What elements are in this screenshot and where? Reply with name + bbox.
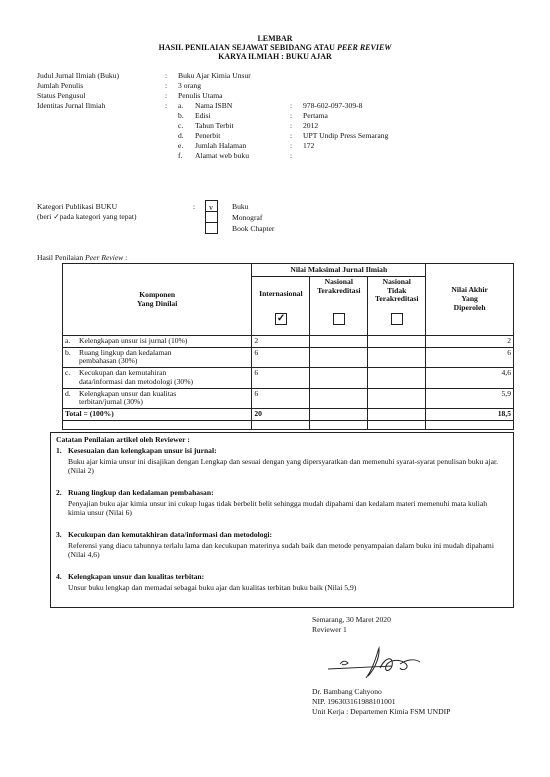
item-letter: f. — [178, 151, 183, 160]
kategori-label: Kategori Publikasi BUKU — [37, 202, 118, 211]
sign-place-date: Semarang, 30 Maret 2020 — [312, 615, 391, 624]
header-nasional-tidak — [368, 277, 426, 336]
note-number: 1. — [56, 446, 62, 455]
category-label-monograf: Monograf — [232, 213, 263, 222]
row-empty — [426, 420, 514, 429]
row-empty — [310, 368, 368, 388]
row-max: 2 — [252, 336, 310, 348]
row-empty — [310, 420, 368, 429]
subtitle-text: HASIL PENILAIAN SEJAWAT SEBIDANG ATAU — [158, 43, 337, 52]
judul-label: Judul Jurnal Ilmiah (Buku) — [37, 71, 120, 80]
row-empty — [310, 409, 368, 421]
row-component — [63, 368, 252, 388]
header-internasional — [252, 277, 310, 336]
checkbox-nasional-terakreditasi[interactable] — [333, 313, 345, 325]
row-final: 4,6 — [426, 368, 514, 388]
notes-title: Catatan Penilaian artikel oleh Reviewer : — [56, 435, 190, 444]
header-nilai-maksimal: Nilai Maksimal Jurnal Ilmiah — [252, 264, 426, 277]
header-akhir-line3: Diperoleh — [453, 302, 486, 312]
doc-subtitle — [0, 43, 550, 52]
row-empty — [368, 409, 426, 421]
hint-prefix: (beri — [37, 212, 54, 221]
item-label: Nama ISBN — [195, 101, 233, 110]
note-text: Referensi yang diacu tahunnya terlalu lama dan kecukupan materinya sudah baik dan metode penyampaian dalam buku ini mudah dipahami (Nilai 4,6) — [68, 541, 494, 559]
colon: : — [290, 111, 293, 120]
row-line2: terbitan/jurnal (30%) — [79, 397, 143, 407]
item-label: Edisi — [195, 111, 211, 120]
review-title-prefix: Hasil Penilaian — [37, 253, 86, 262]
sign-name: Dr. Bambang Cahyono — [312, 687, 382, 696]
check-mark: v — [209, 203, 213, 212]
note-title: Kecukupan dan kemutakhiran data/informasi dan metodologi: — [68, 530, 273, 539]
header-nasional-terakreditasi — [310, 277, 368, 336]
review-title-italic: Peer Review — [85, 253, 124, 262]
identitas-label: Identitas Jurnal Ilmiah — [37, 101, 106, 110]
note-number: 4. — [56, 572, 62, 581]
item-value: UPT Undip Press Semarang — [303, 131, 389, 140]
item-label: Tahun Terbit — [195, 121, 234, 130]
row-letter: d. — [65, 388, 71, 398]
header-ntt-line1: Nasional — [382, 277, 411, 286]
reviewer-notes — [50, 432, 514, 608]
kategori-hint — [37, 213, 137, 222]
total-row — [63, 409, 514, 421]
check-icon: ✓ — [276, 313, 286, 324]
doc-title: LEMBAR — [257, 34, 293, 43]
row-component — [63, 336, 252, 348]
colon: : — [290, 131, 293, 140]
category-label-book-chapter: Book Chapter — [232, 224, 275, 233]
item-label: Penerbit — [195, 131, 221, 140]
header-akhir-line1: Nilai Akhir — [451, 285, 488, 295]
category-label-buku: Buku — [232, 202, 249, 211]
review-title — [37, 254, 127, 263]
row-empty — [368, 368, 426, 388]
row-max: 6 — [252, 347, 310, 367]
item-letter: a. — [178, 101, 184, 110]
checkbox-internasional[interactable] — [275, 313, 287, 325]
row-empty — [368, 420, 426, 429]
row-letter: c. — [65, 368, 71, 378]
table-row — [63, 388, 514, 408]
item-label: Jumlah Halaman — [195, 141, 247, 150]
note-title: Ruang lingkup dan kedalaman pembahasan: — [68, 488, 214, 497]
note-text: Penyajian buku ajar kimia unsur ini cukup lugas tidak berbelit belit sehingga mudah dipahami dan kedalam materi memenuhi mata kuliah kimia unsur (Nilai 6) — [68, 499, 488, 517]
header-akhir-line2: Yang — [461, 294, 478, 304]
row-final: 6 — [426, 347, 514, 367]
note-heading — [56, 573, 505, 582]
total-label: Total = (100%) — [63, 409, 252, 421]
header-nilai-akhir — [426, 264, 514, 336]
row-line1: Kecukupan dan kemutahiran — [79, 368, 167, 378]
colon: : — [165, 101, 168, 110]
row-empty — [368, 347, 426, 367]
review-table — [62, 263, 514, 430]
colon: : — [165, 91, 168, 100]
table-row — [63, 347, 514, 367]
row-empty — [368, 388, 426, 408]
item-value: 2012 — [303, 121, 319, 130]
subtitle-italic: PEER REVIEW — [336, 43, 392, 52]
total-final: 18,5 — [426, 409, 514, 421]
row-final: 5,9 — [426, 388, 514, 408]
note-heading — [56, 489, 505, 498]
row-empty — [310, 347, 368, 367]
item-value: 978-602-097-309-8 — [303, 101, 363, 110]
colon: : — [290, 151, 293, 160]
row-empty — [310, 336, 368, 348]
table-row — [63, 336, 514, 348]
check-icon: ✓ — [53, 212, 60, 221]
row-letter: b. — [65, 347, 71, 357]
note-heading — [56, 447, 505, 456]
row-empty — [368, 336, 426, 348]
row-component — [63, 347, 252, 367]
note-text: Buku ajar kimia unsur ini disajikan dengan Lengkap dan sesuai dengan yang dipersyaratkan dan memenuhi syarat-syarat penulisan buku ajar. (Nilai 2) — [68, 457, 498, 475]
colon: : — [165, 81, 168, 90]
status-label: Status Pengusul — [37, 91, 86, 100]
colon: : — [290, 101, 293, 110]
row-line1: Ruang lingkup dan kedalaman — [79, 347, 172, 357]
row-max: 6 — [252, 368, 310, 388]
hint-suffix: pada kategori yang tepat) — [59, 212, 137, 221]
note-number: 2. — [56, 488, 62, 497]
row-empty — [63, 420, 252, 429]
header-nt-line2: Terakreditasi — [317, 285, 361, 295]
row-final: 2 — [426, 336, 514, 348]
doc-type: KARYA ILMIAH : BUKU AJAR — [218, 52, 332, 61]
note-title: Kesesuaian dan kelengkapan unsur isi jurnal: — [68, 446, 217, 455]
judul-value: Buku Ajar Kimia Unsur — [178, 71, 251, 80]
colon: : — [290, 141, 293, 150]
row-line1: Kelengkapan unsur isi jurnal (10%) — [79, 336, 188, 345]
jumlah-label: Jumlah Penulis — [37, 81, 84, 90]
item-label: Alamat web buku — [195, 151, 249, 160]
item-value: 172 — [303, 141, 315, 150]
item-letter: e. — [178, 141, 184, 150]
colon: : — [290, 121, 293, 130]
header-komponen-line2: Yang Dinilai — [137, 298, 178, 308]
sign-unit: Unit Kerja : Departemen Kimia FSM UNDIP — [312, 707, 451, 716]
row-max: 6 — [252, 388, 310, 408]
note-text: Unsur buku lengkap dan memadai sebagai buku ajar dan kualitas terbitan buku baik (Nilai 5,9) — [68, 583, 357, 592]
table-row — [63, 368, 514, 388]
note-heading — [56, 531, 505, 540]
sign-role: Reviewer 1 — [312, 625, 347, 634]
review-title-suffix: : — [123, 253, 128, 262]
status-value: Penulis Utama — [178, 91, 223, 100]
note-number: 3. — [56, 530, 62, 539]
jumlah-value: 3 orang — [178, 81, 201, 90]
total-max: 20 — [252, 409, 310, 421]
header-internasional-label: Internasional — [259, 289, 303, 298]
header-komponen-line1: Komponen — [139, 289, 176, 299]
row-empty — [310, 388, 368, 408]
note-title: Kelengkapan unsur dan kualitas terbitan: — [68, 572, 205, 581]
row-letter: a. — [65, 336, 71, 345]
item-value: Pertama — [303, 111, 328, 120]
header-ntt-line2: Tidak — [387, 285, 407, 295]
row-empty — [252, 420, 310, 429]
item-letter: b. — [178, 111, 184, 120]
item-letter: c. — [178, 121, 184, 130]
colon: : — [165, 71, 168, 80]
row-line1: Kelengkapan unsur dan kualitas — [79, 388, 177, 398]
row-line2: data/informasi dan metodologi (30%) — [79, 376, 194, 386]
colon: : — [193, 202, 196, 211]
row-line2: pembahasan (30%) — [79, 356, 138, 366]
header-komponen — [63, 264, 252, 336]
spacer-row — [63, 420, 514, 429]
row-component — [63, 388, 252, 408]
sign-nip: NIP. 196303161988101001 — [312, 697, 396, 706]
checkbox-nasional-tidak[interactable] — [391, 313, 403, 325]
header-nt-line1: Nasional — [324, 277, 353, 286]
category-checkbox-book-chapter[interactable] — [205, 222, 218, 234]
signature-image — [322, 638, 432, 688]
item-letter: d. — [178, 131, 184, 140]
header-ntt-line3: Terakreditasi — [375, 294, 419, 304]
